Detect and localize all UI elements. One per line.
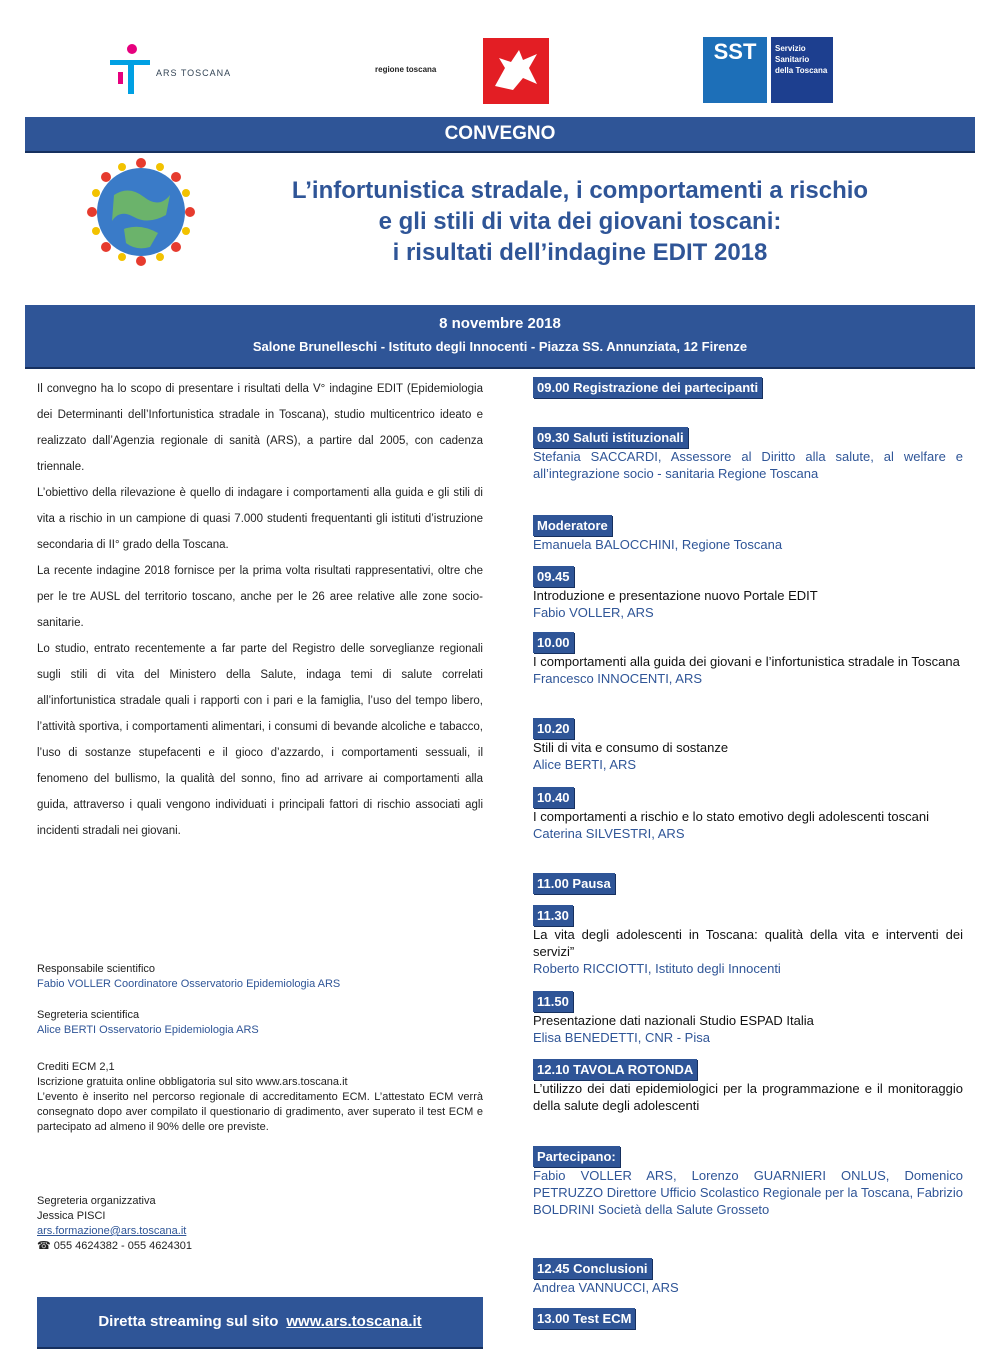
program-item [533, 377, 963, 398]
program-item [533, 718, 963, 773]
program-item [533, 632, 963, 687]
program-speaker: Francesco INNOCENTI, ARS [533, 671, 703, 686]
program-time: 09.00 Registrazione dei partecipanti [533, 377, 762, 398]
program-item [533, 566, 963, 621]
intro-paragraph: La recente indagine 2018 fornisce per la prima volta risultati rappresentativi, oltre che per le tre AUSL del territorio toscano, anche per le 26 aree relative alle zone socio-sanitarie. [37, 565, 483, 629]
sst-text: Servizio Sanitario della Toscana [771, 37, 833, 103]
globe-people-icon [84, 155, 198, 269]
regione-logo-text: regione toscana [375, 65, 437, 74]
streaming-banner [37, 1297, 483, 1347]
sst-abbr: SST [703, 37, 767, 103]
program-speaker: Caterina SILVESTRI, ARS [533, 826, 685, 841]
program-item [533, 991, 963, 1046]
program-time: 13.00 Test ECM [533, 1308, 635, 1329]
program-item [533, 1146, 963, 1218]
program-time: 12.10 TAVOLA ROTONDA [533, 1059, 697, 1080]
program-item [533, 905, 963, 977]
streaming-label: Diretta streaming sul sito [98, 1313, 279, 1330]
program-time: 10.40 [533, 787, 574, 808]
phone-number: 055 4624382 - 055 4624301 [53, 1240, 193, 1252]
sst-logo [703, 37, 833, 103]
program-speaker: Emanuela BALOCCHINI, Regione Toscana [533, 537, 783, 552]
pegasus-flag-icon [483, 38, 549, 104]
ecm-block [37, 1060, 483, 1135]
segreteria-organizzativa-label: Segreteria organizzativa [37, 1195, 156, 1207]
intro-paragraph: L’obiettivo della rilevazione è quello di indagare i comportamenti alla guida e gli stili di vita a rischio in un campione di quasi 7.000 studenti frequentanti gli istituti d’istruzione secondaria di II° grado della Toscana. [37, 487, 483, 551]
program-time: 09.30 Saluti istituzionali [533, 427, 688, 448]
event-title [205, 175, 955, 268]
iscrizione-text: Iscrizione gratuita online obbligatoria sul sito www.ars.toscana.it [37, 1076, 348, 1088]
email-link[interactable]: ars.formazione@ars.toscana.it [37, 1225, 187, 1237]
date-venue-banner [25, 305, 975, 367]
program-speaker: Roberto RICCIOTTI, Istituto degli Innocenti [533, 961, 781, 976]
program-item [533, 787, 963, 842]
program-time: 10.20 [533, 718, 574, 739]
event-date: 8 novembre 2018 [439, 315, 561, 332]
evento-text: L’evento è inserito nel percorso regionale di accreditamento ECM. L’attestato ECM verrà consegnato dopo aver compilato il questionario di gradimento, aver superato il test ECM e partecipato ad almeno il 90% delle ore previste. [37, 1091, 483, 1133]
responsabile-label: Responsabile scientifico [37, 963, 156, 975]
program-time: 11.30 [533, 905, 573, 926]
streaming-site-link[interactable]: www.ars.toscana.it [286, 1313, 422, 1330]
intro-paragraph: Il convegno ha lo scopo di presentare i risultati della V° indagine EDIT (Epidemiologia dei Determinanti dell’Infortunistica stradale in Toscana), studio multicentrico ideato e realizzato dall’Agenzia regionale di sanità (ARS), a partire dal 2005, con cadenza triennale. [37, 383, 483, 473]
program-talk: La vita degli adolescenti in Toscana: qualità della vita e interventi dei servizi” [533, 927, 963, 959]
program-talk: I comportamenti alla guida dei giovani e l’infortunistica stradale in Toscana [533, 654, 960, 669]
program-time: 11.50 [533, 991, 573, 1012]
ars-figure-icon [108, 42, 154, 96]
intro-text [37, 376, 483, 844]
program-time: 09.45 [533, 566, 574, 587]
segreteria-scientifica-label: Segreteria scientifica [37, 1009, 140, 1021]
program-item [533, 427, 963, 482]
program-talk: I comportamenti a rischio e lo stato emotivo degli adolescenti toscani [533, 809, 929, 824]
convegno-banner: CONVEGNO [25, 117, 975, 151]
segreteria-scientifica-value: Alice BERTI Osservatorio Epidemiologia ARS [37, 1024, 259, 1036]
program-time: 11.00 Pausa [533, 873, 615, 894]
title-line-1: L’infortunistica stradale, i comportamenti a rischio [291, 177, 869, 204]
program-talk: L’utilizzo dei dati epidemiologici per la programmazione e il monitoraggio della salute degli adolescenti [533, 1081, 963, 1113]
program-speaker: Elisa BENEDETTI, CNR - Pisa [533, 1030, 710, 1045]
segreteria-organizzativa-name: Jessica PISCI [37, 1210, 106, 1222]
program-item [533, 1059, 963, 1114]
program-speaker: Fabio VOLLER ARS, Lorenzo GUARNIERI ONLUS, Domenico PETRUZZO Direttore Ufficio Scolastico Regionale per la Toscana, Fabrizio BOLDRINI Società della Salute Grosseto [533, 1168, 963, 1217]
program-item [533, 1308, 963, 1329]
title-line-2: e gli stili di vita dei giovani toscani: [378, 208, 782, 235]
program-speaker: Fabio VOLLER, ARS [533, 605, 654, 620]
intro-paragraph: Lo studio, entrato recentemente a far parte del Registro delle sorveglianze regionali sugli stili di vita del Ministero della Salute, indaga temi di salute correlati all’infortunistica stradale quali i rapporti con i pari e la famiglia, l’uso del tempo libero, l’attività sportiva, i comportamenti alimentari, i consumi di bevande alcoliche e tabacco, l’uso di sostanze stupefacenti e il gioco d’azzardo, i comportamenti sessuali, il fenomeno del bullismo, la qualità del sonno, fino ad arrivare ai comportamenti alla guida, attraverso i quali vengono individuati i principali fattori di rischio associati agli incidenti stradali nei giovani. [37, 643, 483, 837]
phone-line [37, 1239, 483, 1254]
responsabile-block [37, 962, 483, 992]
program-item [533, 515, 963, 553]
program-time: Partecipano: [533, 1146, 620, 1167]
phone-icon: ☎ [37, 1240, 54, 1252]
title-line-3: i risultati dell’indagine EDIT 2018 [392, 239, 768, 266]
ars-logo-text: ARS TOSCANA [156, 68, 232, 78]
crediti-ecm: Crediti ECM 2,1 [37, 1061, 115, 1073]
program-item [533, 873, 963, 894]
responsabile-value: Fabio VOLLER Coordinatore Osservatorio Epidemiologia ARS [37, 978, 341, 990]
program-talk: Stili di vita e consumo di sostanze [533, 740, 729, 755]
program-time: 12.45 Conclusioni [533, 1258, 652, 1279]
program-speaker: Stefania SACCARDI, Assessore al Diritto alla salute, al welfare e all’integrazione socio - sanitaria Regione Toscana [533, 449, 963, 481]
ars-logo [108, 42, 248, 96]
program-item [533, 1258, 963, 1296]
segreteria-organizzativa-block [37, 1194, 483, 1254]
program-time: 10.00 [533, 632, 574, 653]
segreteria-scientifica-block [37, 1008, 483, 1038]
program-speaker: Andrea VANNUCCI, ARS [533, 1280, 679, 1295]
program-talk: Introduzione e presentazione nuovo Portale EDIT [533, 588, 818, 603]
regione-toscana-logo [375, 38, 555, 104]
program-speaker: Alice BERTI, ARS [533, 757, 637, 772]
event-venue: Salone Brunelleschi - Istituto degli Innocenti - Piazza SS. Annunziata, 12 Firenze [252, 339, 748, 354]
program-time: Moderatore [533, 515, 612, 536]
program-talk: Presentazione dati nazionali Studio ESPAD Italia [533, 1013, 814, 1028]
